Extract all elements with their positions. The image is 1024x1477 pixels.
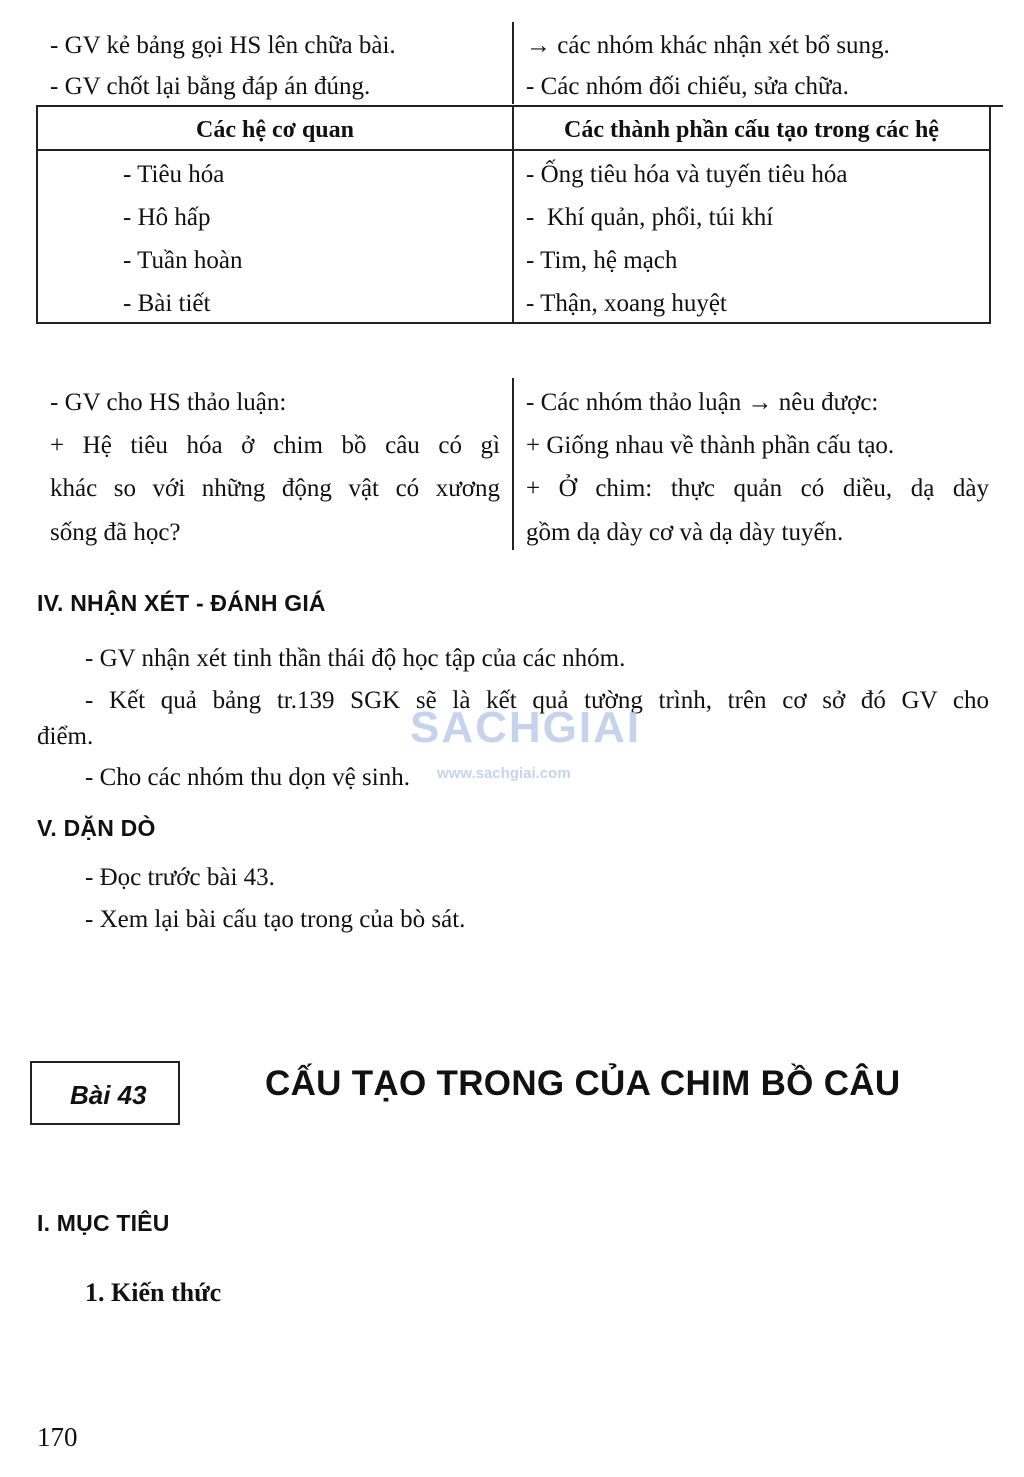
top-right-line-2: - Các nhóm đối chiếu, sửa chữa. <box>526 73 849 100</box>
lesson-number: Bài 43 <box>70 1080 147 1110</box>
table-row-3-system: - Tuần hoàn <box>123 247 243 274</box>
section-1-subheading: 1. Kiến thức <box>85 1278 222 1307</box>
section-1-heading: I. MỤC TIÊU <box>37 1210 170 1236</box>
section-5-line-2: - Xem lại bài cấu tạo trong của bò sát. <box>85 906 466 933</box>
discussion-right-line-3: + Ở chim: thực quản có diều, dạ dày <box>526 475 989 502</box>
watermark-logo: SACHGIAI <box>410 703 642 752</box>
table-row-2-components: - Khí quản, phổi, túi khí <box>526 204 774 231</box>
table-row-4-components: - Thận, xoang huyệt <box>526 290 727 317</box>
table-row-2-system: - Hô hấp <box>123 204 211 231</box>
section-4-heading: IV. NHẬN XÉT - ĐÁNH GIÁ <box>37 590 326 616</box>
discussion-left-line-1: - GV cho HS thảo luận: <box>50 389 287 416</box>
top-left-line-1: - GV kẻ bảng gọi HS lên chữa bài. <box>50 32 396 59</box>
discussion-right-line-2: + Giống nhau về thành phần cấu tạo. <box>526 432 895 459</box>
page-number: 170 <box>37 1422 78 1452</box>
watermark-url: www.sachgiai.com <box>437 765 571 782</box>
section-4-line-2: - Kết quả bảng tr.139 SGK sẽ là kết quả tường trình, trên cơ sở đó GV cho <box>85 687 989 714</box>
section-5-line-1: - Đọc trước bài 43. <box>85 864 275 891</box>
section-4-line-1: - GV nhận xét tinh thần thái độ học tập của các nhóm. <box>85 645 626 672</box>
top-column-divider <box>512 22 514 104</box>
discussion-right-line-4: gồm dạ dày cơ và dạ dày tuyến. <box>526 519 844 546</box>
discussion-right-line-1: - Các nhóm thảo luận → nêu được: <box>526 389 879 416</box>
discussion-left-line-4: sống đã học? <box>50 519 181 546</box>
section-4-line-2-continued: điểm. <box>37 723 94 750</box>
table-row-3-components: - Tim, hệ mạch <box>526 247 678 274</box>
lesson-title: CẤU TẠO TRONG CỦA CHIM BỒ CÂU <box>265 1064 901 1103</box>
section-4-line-3: - Cho các nhóm thu dọn vệ sinh. <box>85 764 410 791</box>
discussion-column-divider <box>512 378 514 550</box>
discussion-left-line-2: + Hệ tiêu hóa ở chim bồ câu có gì <box>50 432 500 459</box>
top-left-line-2: - GV chốt lại bằng đáp án đúng. <box>50 73 371 100</box>
table-right-border <box>989 105 991 324</box>
table-header-systems: Các hệ cơ quan <box>196 117 354 143</box>
section-5-heading: V. DẶN DÒ <box>37 815 156 841</box>
table-top-border <box>36 105 1003 107</box>
table-row-4-system: - Bài tiết <box>123 290 211 317</box>
lesson-number-box <box>30 1061 180 1125</box>
table-row-1-system: - Tiêu hóa <box>123 161 225 188</box>
table-row-1-components: - Ống tiêu hóa và tuyến tiêu hóa <box>526 161 848 188</box>
table-header-components: Các thành phần cấu tạo trong các hệ <box>564 117 939 143</box>
discussion-left-line-3: khác so với những động vật có xương <box>50 475 500 502</box>
top-right-line-1: → các nhóm khác nhận xét bổ sung. <box>526 32 890 59</box>
